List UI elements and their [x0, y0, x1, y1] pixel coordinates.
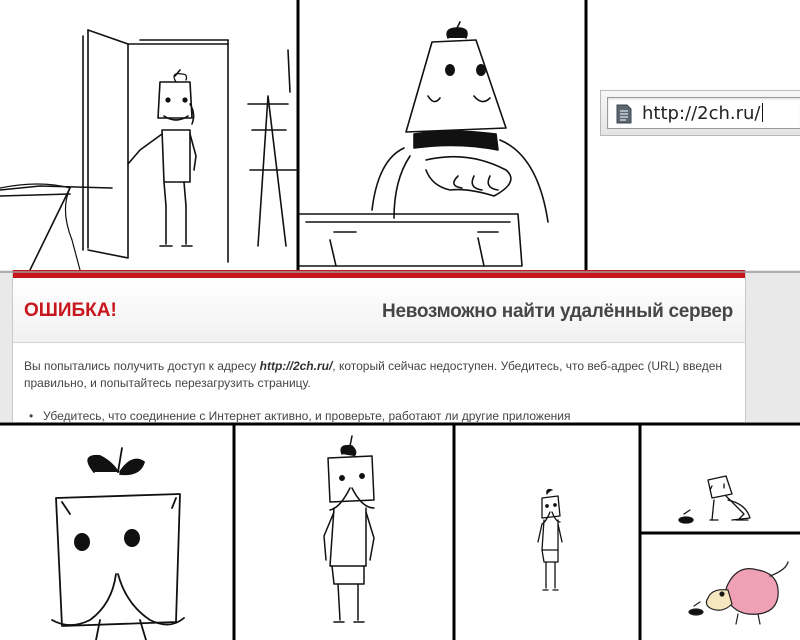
comic-panel-desk — [298, 0, 586, 270]
text-caret — [762, 103, 763, 122]
comic-panel-sitting — [640, 424, 800, 532]
error-suggestion: • Убедитесь, что соединение с Интернет активно, и проверьте, работают ли другие приложения — [43, 409, 570, 422]
error-page — [12, 270, 746, 422]
small-figure-drawing — [454, 424, 638, 640]
desk-drawing — [298, 0, 586, 270]
address-bar[interactable] — [607, 97, 800, 129]
comic-panel-face-closeup — [0, 424, 234, 640]
doorway-drawing — [0, 0, 298, 270]
page-icon — [616, 104, 632, 124]
error-url: http://2ch.ru/ — [259, 359, 333, 373]
comic-panel-small-figure — [454, 424, 638, 640]
full-figure-drawing — [234, 424, 454, 640]
browser-toolbar — [600, 90, 800, 136]
error-accent-bar — [13, 270, 745, 278]
comic-panel-address-bar — [586, 0, 800, 270]
error-subtitle: Невозможно найти удалённый сервер — [382, 301, 733, 322]
error-header — [13, 278, 745, 343]
sitting-drawing — [640, 424, 800, 532]
error-message: Вы попытались получить доступ к адресу http://2ch.ru/, который сейчас недоступен. Убедитесь, что веб-адрес (URL) введен правильно, и попытайтесь перезагрузить страницу. — [24, 359, 723, 390]
slowpoke-drawing — [640, 534, 800, 640]
comic-panel-full-figure — [234, 424, 454, 640]
face-closeup-drawing — [0, 424, 234, 640]
comic-panel-doorway — [0, 0, 298, 270]
comic-panel-error-page — [0, 270, 800, 422]
url-text: http://2ch.ru/ — [642, 103, 761, 124]
comic-panel-slowpoke — [640, 534, 800, 640]
error-title: ОШИБКА! — [24, 300, 117, 321]
